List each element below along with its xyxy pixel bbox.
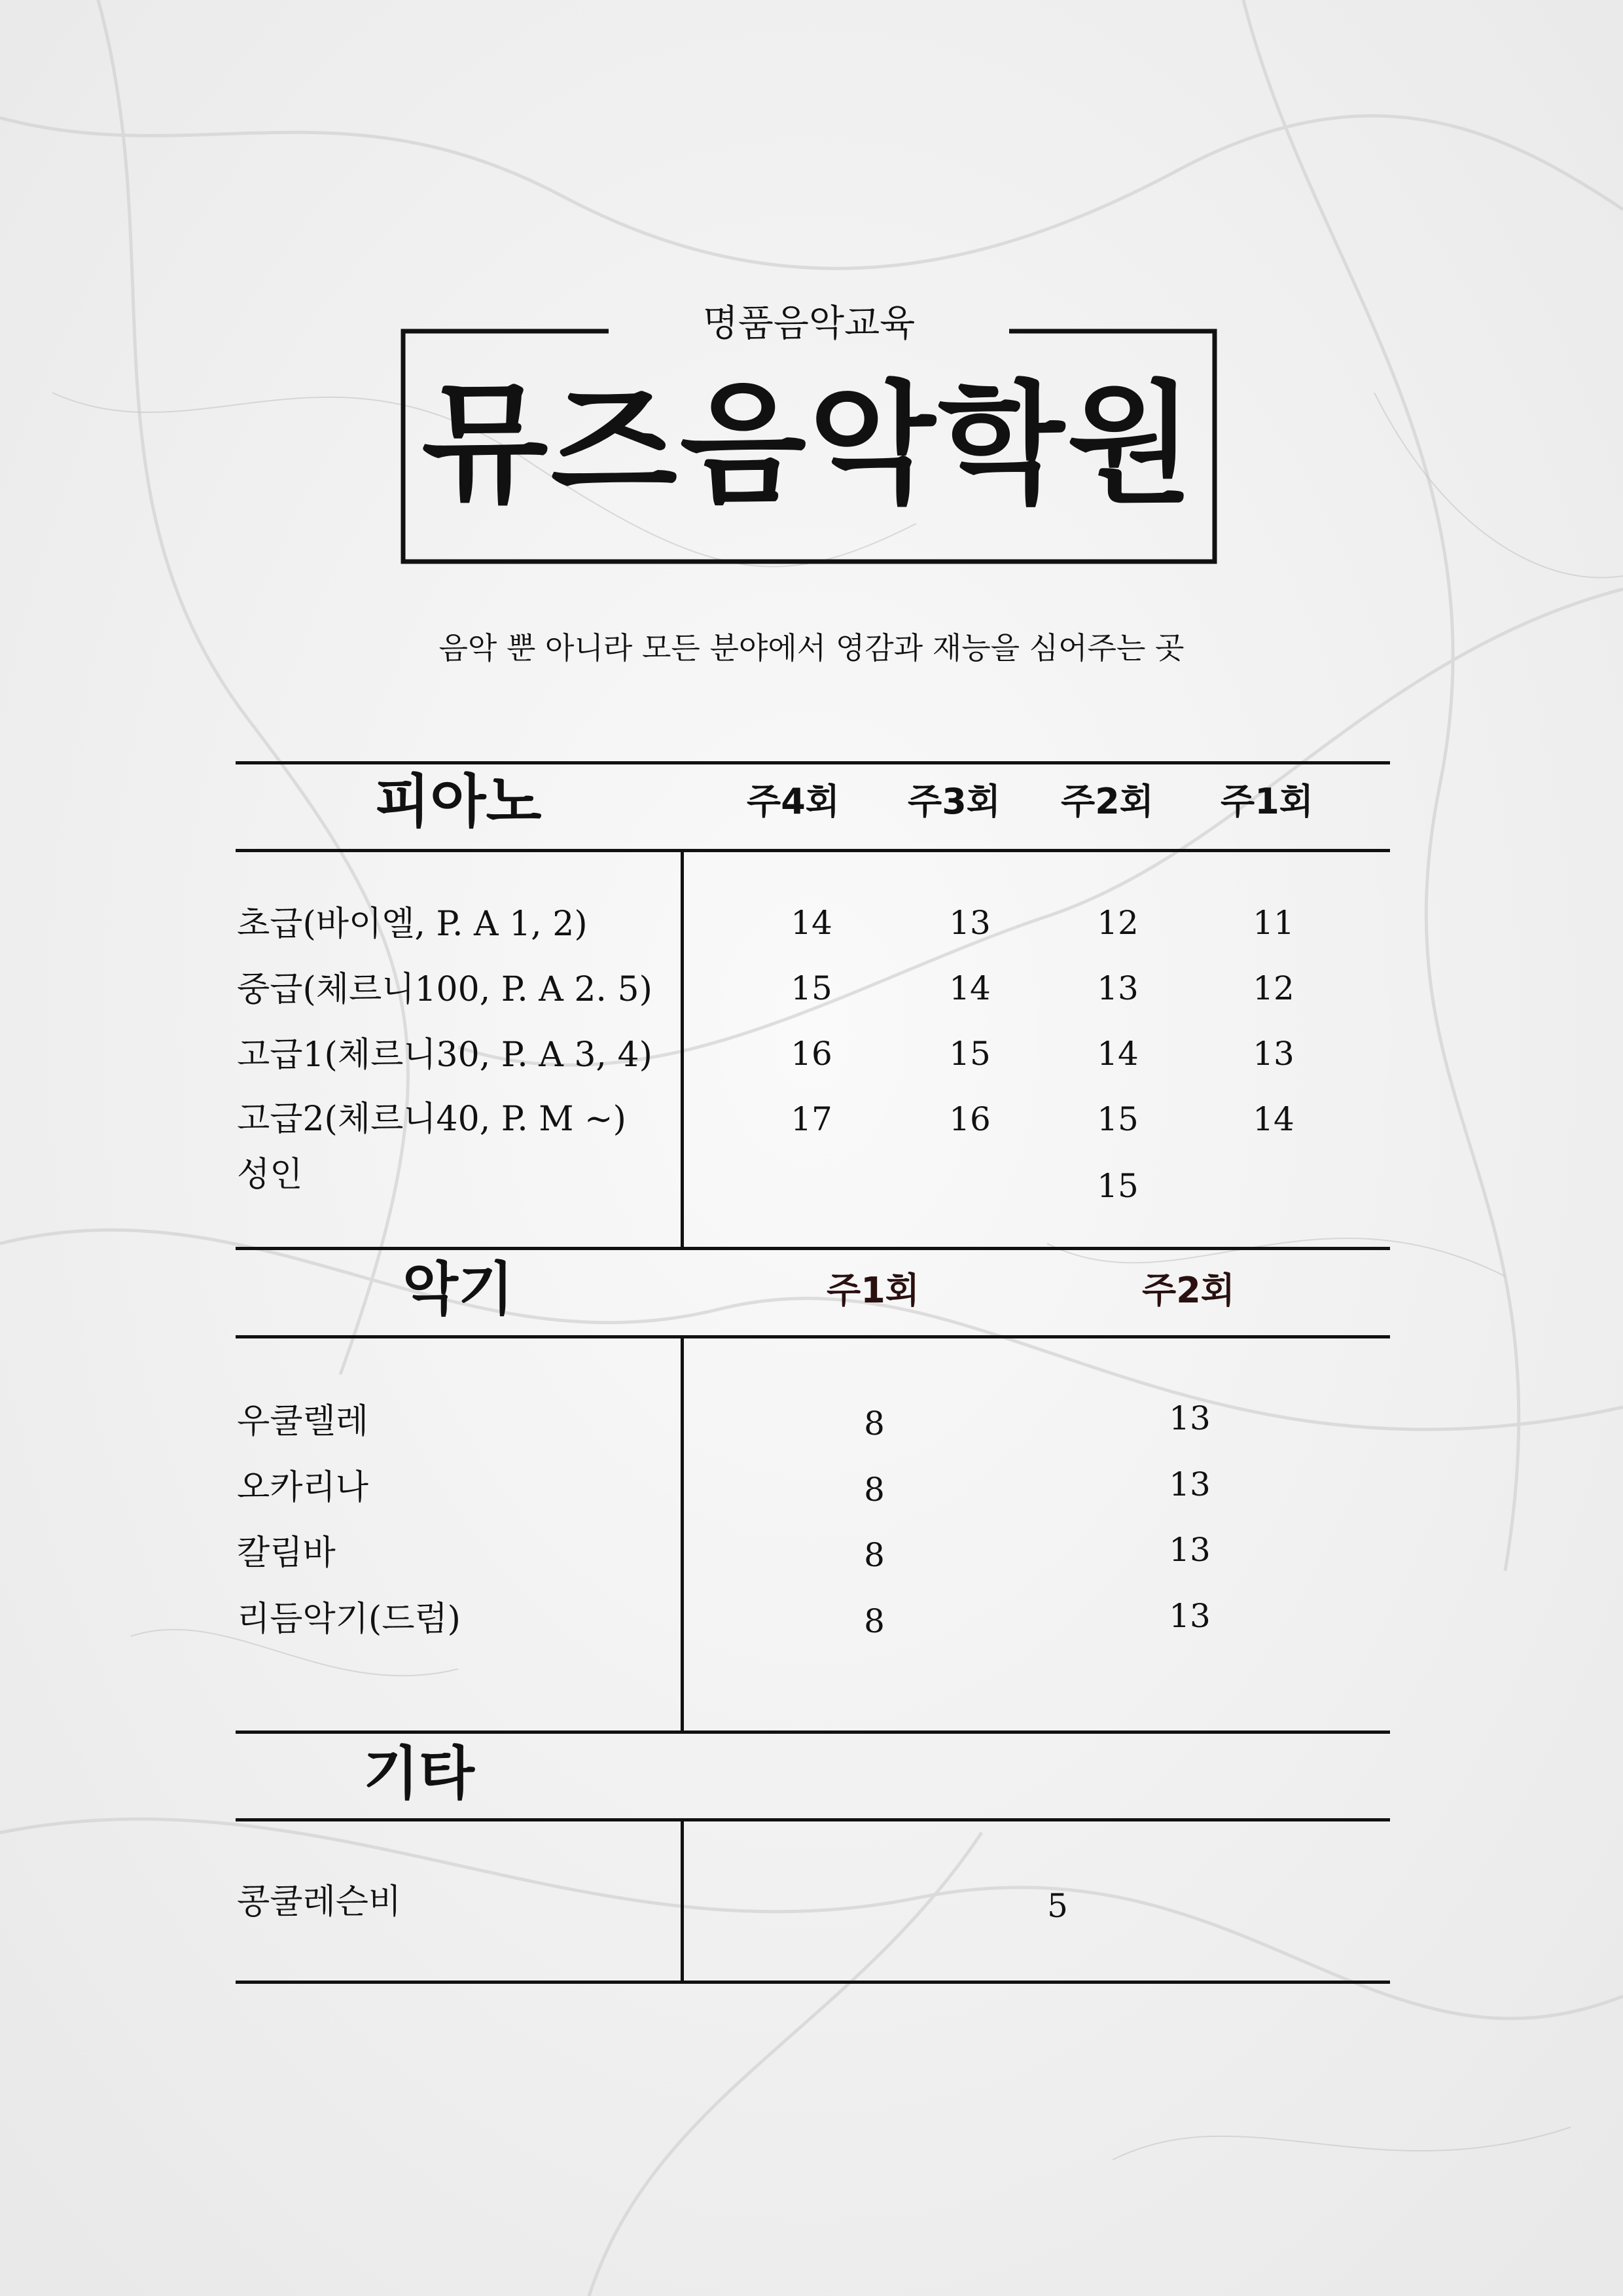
- row-label: 우쿨렐레: [237, 1402, 368, 1441]
- price-cell: 12: [1253, 969, 1294, 1007]
- price-cell: 14: [1253, 1100, 1294, 1138]
- row-label: 고급2(체르니40, P. M ~): [237, 1100, 626, 1139]
- row-label: 리듬악기(드럼): [237, 1600, 461, 1639]
- price-cell: 8: [864, 1536, 885, 1574]
- price-cell: 13: [1097, 969, 1139, 1007]
- divider: [236, 761, 1390, 764]
- column-header: 주3회: [908, 781, 1001, 822]
- section-title-other: 기타: [363, 1740, 475, 1807]
- price-cell: 13: [1169, 1465, 1211, 1503]
- divider: [236, 1247, 1390, 1250]
- price-cell: 8: [864, 1471, 885, 1509]
- price-cell: 5: [1047, 1887, 1068, 1925]
- row-label: 고급1(체르니30, P. A 3, 4): [237, 1035, 652, 1075]
- divider: [236, 1335, 1390, 1338]
- section-title-piano: 피아노: [374, 768, 542, 835]
- price-cell: 15: [791, 969, 832, 1007]
- column-header: 주4회: [747, 781, 840, 822]
- column-header: 주2회: [1142, 1270, 1235, 1311]
- row-label: 칼림바: [237, 1534, 336, 1573]
- price-cell: 13: [1253, 1035, 1294, 1073]
- price-cell: 11: [1253, 904, 1294, 942]
- price-cell: 8: [864, 1405, 885, 1443]
- price-cell: 13: [1169, 1399, 1211, 1437]
- price-cell: 14: [949, 969, 991, 1007]
- divider: [236, 849, 1390, 852]
- price-cell: 17: [791, 1100, 832, 1138]
- column-divider: [681, 849, 684, 1248]
- price-cell: 13: [949, 904, 991, 942]
- price-cell: 14: [1097, 1035, 1139, 1073]
- kicker-text: 명품음악교육: [702, 302, 916, 345]
- row-label: 초급(바이엘, P. A 1, 2): [237, 905, 588, 944]
- row-label: 콩쿨레슨비: [237, 1882, 402, 1922]
- price-cell: 15: [1097, 1100, 1139, 1138]
- column-divider: [681, 1335, 684, 1732]
- row-label: 중급(체르니100, P. A 2. 5): [237, 970, 652, 1009]
- divider: [236, 1818, 1390, 1821]
- divider: [236, 1731, 1390, 1734]
- price-cell: 14: [791, 904, 832, 942]
- section-title-instruments: 악기: [402, 1255, 514, 1323]
- row-label: 성인: [237, 1155, 303, 1194]
- price-cell: 12: [1097, 904, 1139, 942]
- column-header: 주2회: [1061, 781, 1154, 822]
- price-cell: 8: [864, 1602, 885, 1640]
- price-cell: 16: [791, 1035, 832, 1073]
- column-header: 주1회: [1221, 781, 1313, 822]
- column-header: 주1회: [827, 1270, 919, 1311]
- divider: [236, 1981, 1390, 1984]
- column-divider: [681, 1818, 684, 1983]
- row-label: 오카리나: [237, 1468, 368, 1507]
- tagline: 음악 뿐 아니라 모든 분야에서 영감과 재능을 심어주는 곳: [438, 630, 1185, 666]
- price-cell: 15: [1097, 1167, 1139, 1205]
- price-cell: 13: [1169, 1531, 1211, 1569]
- page-title: 뮤즈음악학원: [421, 368, 1196, 521]
- price-cell: 16: [949, 1100, 991, 1138]
- price-cell: 13: [1169, 1597, 1211, 1635]
- price-cell: 15: [949, 1035, 991, 1073]
